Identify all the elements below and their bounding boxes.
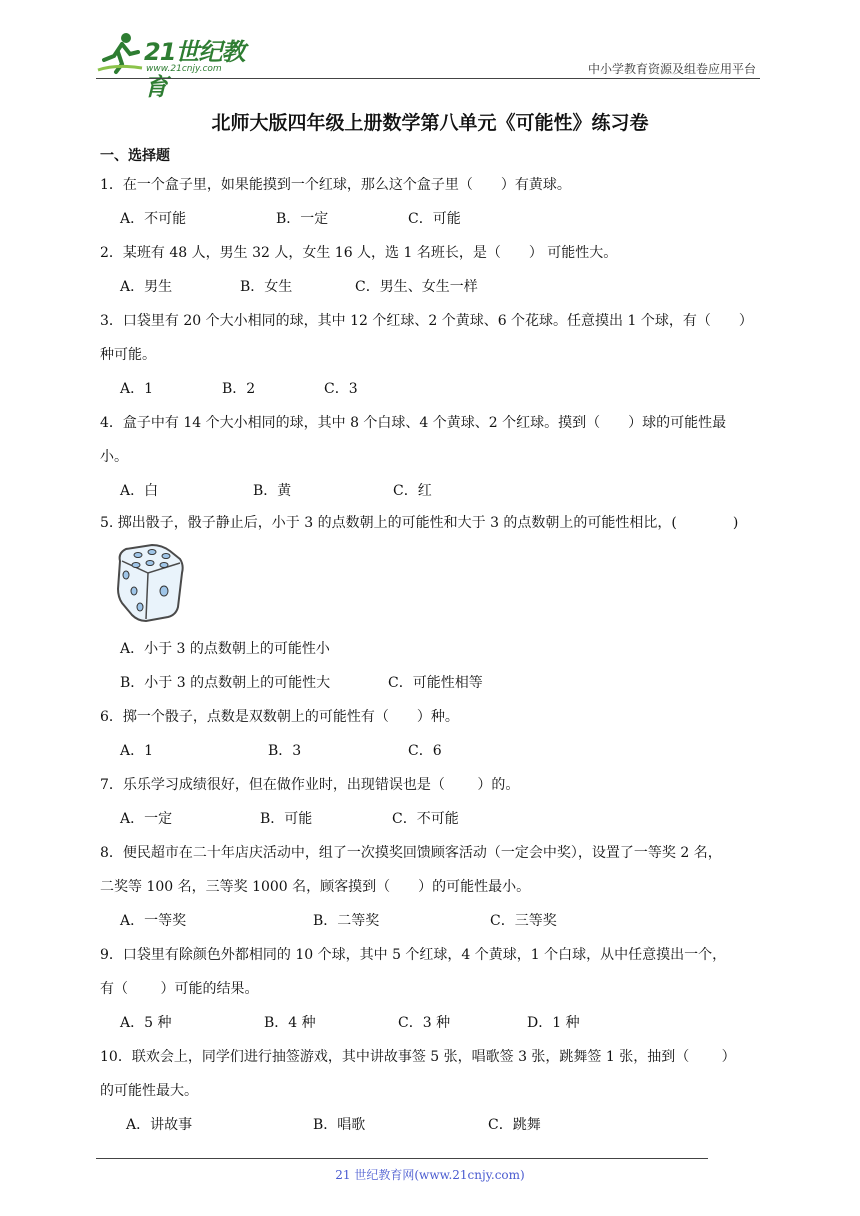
question-7-line-1: 7．乐乐学习成绩很好，但在做作业时，出现错误也是（ ）的。 (100, 777, 520, 793)
header-divider (96, 78, 760, 79)
question-8-option-c: C．三等奖 (490, 913, 557, 929)
question-2-option-b: B．女生 (240, 279, 293, 295)
question-1-option-b: B．一定 (276, 211, 329, 227)
question-3-line-2: 种可能。 (100, 347, 156, 363)
question-2-option-c: C．男生、女生一样 (355, 279, 478, 295)
question-1-option-a: A．不可能 (120, 211, 187, 227)
question-9-line-2: 有（ ）可能的结果。 (100, 981, 259, 997)
question-10-line-2: 的可能性最大。 (100, 1083, 198, 1099)
page-title: 北师大版四年级上册数学第八单元《可能性》练习卷 (211, 112, 649, 134)
footer-divider (96, 1158, 708, 1159)
question-7-option-a: A．一定 (120, 811, 173, 827)
question-9-line-1: 9．口袋里有除颜色外都相同的 10 个球，其中 5 个红球，4 个黄球，1 个白球，从中任意摸出一个， (100, 947, 727, 963)
platform-name: 中小学教育资源及组卷应用平台 (587, 62, 756, 76)
dice-image (112, 543, 186, 623)
page-header (96, 28, 760, 101)
question-5-option-b: B．小于 3 的点数朝上的可能性大 (120, 675, 331, 691)
logo-text: 21世纪教育 (144, 38, 245, 101)
question-4-option-b: B．黄 (253, 483, 292, 499)
question-5-option-a: A．小于 3 的点数朝上的可能性小 (120, 641, 330, 657)
question-5-line-1: 5. 掷出骰子，骰子静止后，小于 3 的点数朝上的可能性和大于 3 的点数朝上的可能性相比，( ) (100, 515, 739, 531)
question-10-option-c: C．跳舞 (488, 1117, 541, 1133)
question-4-line-1: 4．盒子中有 14 个大小相同的球，其中 8 个白球、4 个黄球、2 个红球。摸到（ ）球的可能性最 (100, 415, 727, 431)
question-3-option-c: C．3 (324, 381, 358, 397)
question-5-option-c: C．可能性相等 (388, 675, 483, 691)
question-6-option-b: B．3 (268, 743, 302, 759)
question-4-option-a: A．白 (120, 483, 159, 499)
section-heading: 一、选择题 (100, 148, 170, 164)
question-9-option-c: C．3 种 (398, 1015, 451, 1031)
question-10-option-b: B．唱歌 (313, 1117, 366, 1133)
question-7-option-b: B．可能 (260, 811, 313, 827)
question-2-line-1: 2．某班有 48 人，男生 32 人，女生 16 人，选 1 名班长，是（ ） 可能性大。 (100, 245, 618, 261)
question-2-option-a: A．男生 (120, 279, 173, 295)
question-9-option-d: D．1 种 (527, 1015, 580, 1031)
question-6-option-a: A．1 (120, 743, 154, 759)
question-7-option-c: C．不可能 (392, 811, 459, 827)
question-9-option-a: A．5 种 (120, 1015, 172, 1031)
question-8-option-b: B．二等奖 (313, 913, 380, 929)
question-8-line-2: 二奖等 100 名，三等奖 1000 名，顾客摸到（ ）的可能性最小。 (100, 879, 531, 895)
question-3-option-a: A．1 (120, 381, 154, 397)
question-1-line-1: 1．在一个盒子里，如果能摸到一个红球，那么这个盒子里（ ）有黄球。 (100, 177, 571, 193)
question-6-line-1: 6．掷一个骰子，点数是双数朝上的可能性有（ ）种。 (100, 709, 459, 725)
question-8-line-1: 8．便民超市在二十年店庆活动中，组了一次摸奖回馈顾客活动（一定会中奖），设置了一等奖 2 名， (100, 845, 722, 861)
logo-url: www.21cnjy.com (146, 64, 222, 74)
question-4-option-c: C．红 (393, 483, 432, 499)
question-9-option-b: B．4 种 (264, 1015, 316, 1031)
question-4-line-2: 小。 (100, 449, 128, 465)
logo (96, 30, 266, 101)
question-1-option-c: C．可能 (408, 211, 461, 227)
question-3-line-1: 3．口袋里有 20 个大小相同的球，其中 12 个红球、2 个黄球、6 个花球。任意摸出 1 个球，有（ ） (100, 313, 753, 329)
question-10-line-1: 10．联欢会上，同学们进行抽签游戏，其中讲故事签 5 张，唱歌签 3 张，跳舞签 1 张，抽到（ ） (100, 1049, 736, 1065)
runner-logo-icon (96, 30, 144, 76)
question-10-option-a: A．讲故事 (126, 1117, 193, 1133)
question-6-option-c: C．6 (408, 743, 442, 759)
footer-text[interactable]: 21 世纪教育网(www.21cnjy.com) (335, 1168, 525, 1182)
question-3-option-b: B．2 (222, 381, 256, 397)
question-8-option-a: A．一等奖 (120, 913, 187, 929)
